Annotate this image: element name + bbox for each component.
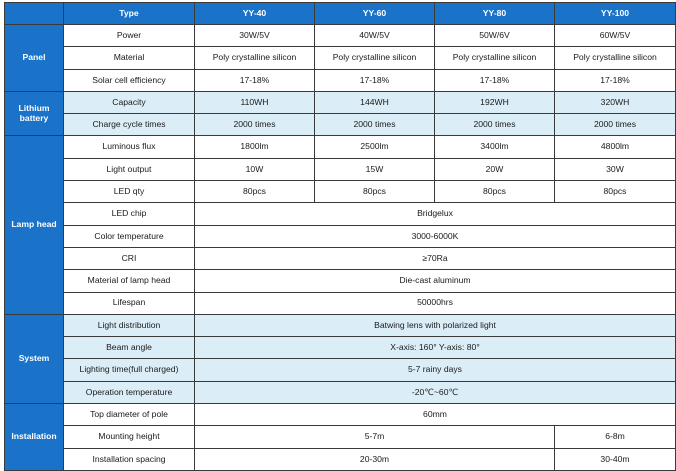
row-label: LED qty — [64, 181, 195, 203]
cell: 60W/5V — [555, 25, 676, 47]
header-model-yy80: YY-80 — [435, 3, 555, 25]
cell-merged: Batwing lens with polarized light — [195, 314, 676, 336]
row-label: Capacity — [64, 91, 195, 113]
table-row — [5, 47, 676, 69]
row-label: CRI — [64, 247, 195, 269]
cell: 40W/5V — [315, 25, 435, 47]
row-label: Color temperature — [64, 225, 195, 247]
cell: 80pcs — [435, 181, 555, 203]
group-label-system: System — [5, 314, 64, 403]
header-model-yy60: YY-60 — [315, 3, 435, 25]
row-label: Lighting time(full charged) — [64, 359, 195, 381]
row-label: Top diameter of pole — [64, 404, 195, 426]
row-label: Material — [64, 47, 195, 69]
table-row — [5, 203, 676, 225]
table-row — [5, 136, 676, 158]
cell: 17-18% — [315, 69, 435, 91]
cell: 1800lm — [195, 136, 315, 158]
row-label: Light output — [64, 158, 195, 180]
cell-merged: -20℃~60℃ — [195, 381, 676, 403]
table-row — [5, 25, 676, 47]
cell-merged: 20-30m — [195, 448, 555, 470]
row-label: Installation spacing — [64, 448, 195, 470]
cell-merged: 5-7 rainy days — [195, 359, 676, 381]
header-model-yy100: YY-100 — [555, 3, 676, 25]
cell-merged: Bridgelux — [195, 203, 676, 225]
cell: 110WH — [195, 91, 315, 113]
group-label-panel: Panel — [5, 25, 64, 92]
row-label: Light distribution — [64, 314, 195, 336]
cell: 80pcs — [315, 181, 435, 203]
row-label: Lifespan — [64, 292, 195, 314]
cell: 2000 times — [195, 114, 315, 136]
table-row — [5, 114, 676, 136]
table-row — [5, 337, 676, 359]
row-label: Material of lamp head — [64, 270, 195, 292]
cell-merged: ≥70Ra — [195, 247, 676, 269]
row-label: Luminous flux — [64, 136, 195, 158]
cell: 320WH — [555, 91, 676, 113]
cell: 6-8m — [555, 426, 676, 448]
cell: 17-18% — [195, 69, 315, 91]
row-label: Power — [64, 25, 195, 47]
cell: Poly crystalline silicon — [315, 47, 435, 69]
cell: 50W/6V — [435, 25, 555, 47]
table-row — [5, 225, 676, 247]
cell: 4800lm — [555, 136, 676, 158]
row-label: Charge cycle times — [64, 114, 195, 136]
table-row — [5, 91, 676, 113]
group-label-lamp-head: Lamp head — [5, 136, 64, 314]
table-row — [5, 270, 676, 292]
cell: 3400lm — [435, 136, 555, 158]
table-row — [5, 404, 676, 426]
cell: Poly crystalline silicon — [195, 47, 315, 69]
cell: 192WH — [435, 91, 555, 113]
table-row — [5, 292, 676, 314]
cell: 2500lm — [315, 136, 435, 158]
cell-merged: 5-7m — [195, 426, 555, 448]
header-model-yy40: YY-40 — [195, 3, 315, 25]
table-row — [5, 359, 676, 381]
row-label: Solar cell efficiency — [64, 69, 195, 91]
cell: 15W — [315, 158, 435, 180]
cell-merged: 60mm — [195, 404, 676, 426]
cell: 2000 times — [315, 114, 435, 136]
cell-merged: 3000-6000K — [195, 225, 676, 247]
header-corner — [5, 3, 64, 25]
row-label: LED chip — [64, 203, 195, 225]
table-row — [5, 448, 676, 470]
row-label: Mounting height — [64, 426, 195, 448]
table-row — [5, 69, 676, 91]
table-row — [5, 381, 676, 403]
cell: 10W — [195, 158, 315, 180]
cell: 80pcs — [195, 181, 315, 203]
header-row — [5, 3, 676, 25]
cell: 2000 times — [555, 114, 676, 136]
group-label-battery: Lithium battery — [5, 91, 64, 136]
cell: 2000 times — [435, 114, 555, 136]
cell: Poly crystalline silicon — [435, 47, 555, 69]
table-row — [5, 158, 676, 180]
cell: 30-40m — [555, 448, 676, 470]
cell: Poly crystalline silicon — [555, 47, 676, 69]
cell: 144WH — [315, 91, 435, 113]
cell: 30W/5V — [195, 25, 315, 47]
cell-merged: 50000hrs — [195, 292, 676, 314]
table-row — [5, 181, 676, 203]
cell: 17-18% — [435, 69, 555, 91]
table-row — [5, 247, 676, 269]
row-label: Operation temperature — [64, 381, 195, 403]
header-type: Type — [64, 3, 195, 25]
cell: 20W — [435, 158, 555, 180]
cell-merged: Die-cast aluminum — [195, 270, 676, 292]
table-row — [5, 314, 676, 336]
cell: 80pcs — [555, 181, 676, 203]
cell: 17-18% — [555, 69, 676, 91]
table-row — [5, 426, 676, 448]
group-label-installation: Installation — [5, 404, 64, 471]
cell-merged: X-axis: 160° Y-axis: 80° — [195, 337, 676, 359]
cell: 30W — [555, 158, 676, 180]
spec-table — [4, 2, 676, 471]
row-label: Beam angle — [64, 337, 195, 359]
